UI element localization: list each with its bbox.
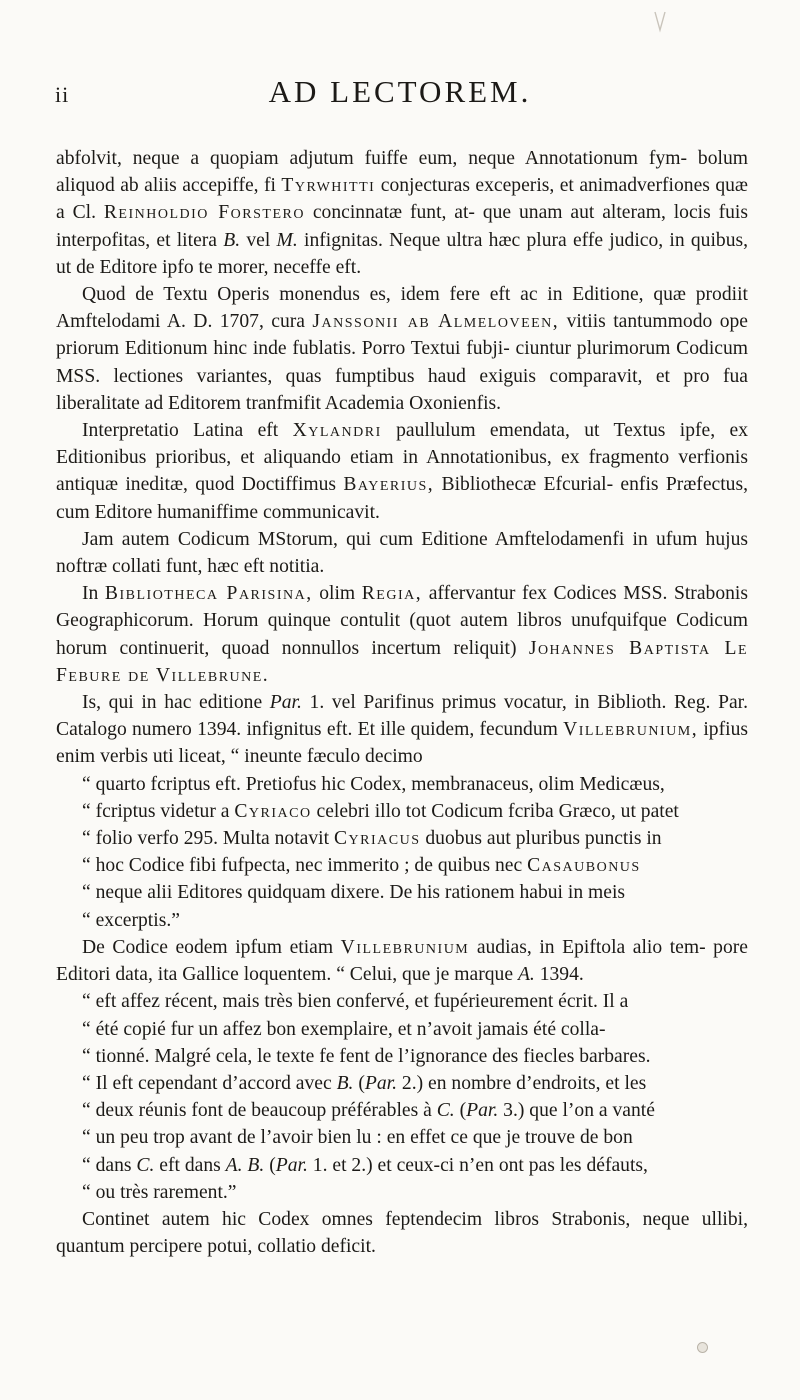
siglum-b: B. — [223, 229, 241, 251]
name-casaubonus: Casaubonus — [527, 855, 641, 877]
paragraph-5 — [56, 580, 748, 689]
siglum-b: B. — [336, 1072, 354, 1094]
siglum-par: Par. — [364, 1072, 397, 1094]
siglum-par: Par. — [466, 1100, 499, 1122]
text-run: vel — [240, 229, 277, 251]
quote-line: “ eft affez récent, mais très bien confervé, et fupérieurement écrit. Il a — [82, 991, 629, 1013]
text-run: Is, qui in hac editione — [82, 692, 270, 714]
text-run: 1. vel Parifinus primus vocatur, in Biblioth. Reg. Par. Catalogo numero 1394. infignitus eft. Et ille quidem, fecundum — [56, 692, 748, 741]
text-run: 1394. — [534, 964, 584, 986]
text-run: Bibliothecæ Efcurial- enfis Præfectus, cum Editore humaniffime communicavit. — [56, 474, 748, 523]
siglum-a: A. — [517, 964, 535, 986]
text-run: Quod de Textu Operis monendus es, idem fere eft ac in Editione, quæ prodiit Amftelodami A. D. 1707, cura — [56, 284, 748, 333]
siglum-par: Par. — [269, 692, 302, 714]
text-run: ( — [353, 1072, 365, 1094]
name-janssonius: Janssonii ab Almeloveen, — [312, 311, 560, 333]
quote-line: “ été copié fur un affez bon exemplaire, et n’avoit jamais été colla- — [82, 1018, 606, 1040]
text-run: ( — [264, 1154, 276, 1176]
scan-tick-mark — [653, 10, 667, 34]
quote-line: “ tionné. Malgré cela, le texte fe fent de l’ignorance des fiecles barbares. — [82, 1045, 651, 1067]
quote-line: “ excerptis.” — [82, 909, 180, 931]
text-run: In — [82, 583, 105, 605]
paragraph-4: Jam autem Codicum MStorum, qui cum Editione Amftelodamenfi in ufum hujus noftræ collati funt, hæc eft notitia. — [56, 528, 748, 578]
text-run: vitiis tantummodo ope priorum Editionum hinc inde fublatis. Porro Textui fubji- ciuntur plurimorum Codicum MSS. lectiones variantes, quas fumptibus haud exiguis comparavit, et pro fua liberalitate ad Editorem tranfmifit Academia Oxonienfis. — [56, 311, 748, 414]
text-run: olim — [312, 583, 362, 605]
quote-line: “ quarto fcriptus eft. Pretiofus hic Codex, membranaceus, olim Medicæus, — [82, 773, 665, 795]
paragraph-2 — [56, 281, 748, 417]
scan-dot-mark — [697, 1342, 708, 1353]
page-number: ii — [55, 82, 70, 107]
text-run: conjecturas exceperis, et animadverfiones quæ a Cl. — [56, 175, 748, 224]
text-run: “ fcriptus videtur a — [82, 800, 235, 822]
name-xylander: Xylandri — [292, 420, 382, 442]
quote-line — [56, 825, 748, 852]
text-run: infignitas. Neque ultra hæc plura effe judico, in quibus, ut de Editore ipfo te morer, neceffe eft. — [56, 229, 749, 278]
name-villebrunium: Villebrunium — [340, 936, 470, 958]
text-run: “ hoc Codice fibi fufpecta, nec immerito ; de quibus nec — [82, 855, 528, 877]
paragraph-8: Continet autem hic Codex omnes feptendecim libros Strabonis, neque ullibi, quantum percipere potui, collatio deficit. — [56, 1208, 748, 1258]
name-villebrunium: Villebrunium, — [563, 719, 699, 741]
text-run: affervantur fex Codices MSS. Strabonis Geographicorum. Horum quinque contulit (quot autem libros unufquifque Codicum horum continuerit, quoad nonnullos incertum reliquit) — [56, 583, 748, 659]
text-run: concinnatæ funt, at- que unam aut alteram, locis fuis interpofitas, et litera — [56, 202, 748, 251]
text-run: ipfius enim verbis uti liceat, “ ineunte fæculo decimo — [56, 719, 748, 768]
text-run: celebri illo tot Codicum fcriba Græco, ut patet — [311, 800, 679, 822]
text-body — [56, 145, 748, 1260]
text-run: 3.) que l’on a vanté — [498, 1100, 655, 1122]
text-run: abfolvit, neque a quopiam adjutum fuiffe eum, neque Annotationum fym- bolum aliquod ab aliis accepiffe, fi — [56, 148, 748, 197]
name-tyrwhitti: Tyrwhitti — [281, 175, 376, 197]
text-run: Interpretatio Latina eft — [82, 420, 293, 442]
text-run: De Codice eodem ipfum etiam — [82, 936, 341, 958]
siglum-ab: A. B. — [225, 1154, 265, 1176]
paragraph-3 — [56, 417, 748, 526]
quote-line — [56, 1070, 748, 1097]
text-run: “ folio verfo 295. Multa notavit — [82, 828, 334, 850]
text-run: paullulum emendata, ut Textus ipfe, ex Editionibus prioribus, et aliquando etiam in Annotationibus, ex fragmento verfionis antiquæ ineditæ, quod Doctiffimus — [56, 420, 748, 496]
siglum-c: C. — [436, 1100, 455, 1122]
name-cyriaco: Cyriaco — [234, 800, 312, 822]
text-run: “ dans — [82, 1154, 137, 1176]
text-run: “ deux réunis font de beaucoup préférables à — [82, 1100, 437, 1122]
paragraph-1 — [56, 145, 748, 281]
paragraph-7 — [56, 934, 748, 1206]
quote-line: “ un peu trop avant de l’avoir bien lu : en effet ce que je trouve de bon — [82, 1127, 633, 1149]
siglum-par: Par. — [275, 1154, 308, 1176]
text-run: “ Il eft cependant d’accord avec — [82, 1072, 337, 1094]
name-cyriacus: Cyriacus — [333, 828, 421, 850]
siglum-c: C. — [136, 1154, 155, 1176]
running-head: AD LECTOREM. — [268, 74, 532, 109]
paragraph-6 — [56, 689, 748, 934]
quote-line: “ ou très rarement.” — [82, 1181, 237, 1203]
quote-line — [56, 1152, 748, 1179]
name-bibliotheca: Bibliotheca Parisina, — [104, 583, 313, 605]
text-run: ( — [454, 1100, 467, 1122]
name-villebrune: Johannes Baptista Le Febure de Villebrune. — [56, 637, 748, 686]
name-bayerius: Bayerius, — [343, 474, 435, 496]
text-run: 2.) en nombre d’endroits, et les — [397, 1072, 647, 1094]
quote-line — [56, 798, 748, 825]
name-forstero: Reinholdio Forstero — [103, 202, 305, 224]
quote-line — [56, 852, 748, 879]
text-run: audias, in Epiftola alio tem- pore Editori data, ita Gallice loquentem. “ Celui, que je marque — [56, 936, 748, 986]
text-run: duobus aut pluribus punctis in — [420, 828, 662, 850]
siglum-m: M. — [276, 229, 298, 251]
text-run: eft dans — [154, 1154, 226, 1176]
name-regia: Regia, — [361, 583, 423, 605]
text-run: 1. et 2.) et ceux-ci n’en ont pas les défauts, — [307, 1154, 648, 1176]
quote-line: “ neque alii Editores quidquam dixere. De his rationem habui in meis — [82, 882, 626, 904]
quote-line — [56, 1097, 748, 1124]
